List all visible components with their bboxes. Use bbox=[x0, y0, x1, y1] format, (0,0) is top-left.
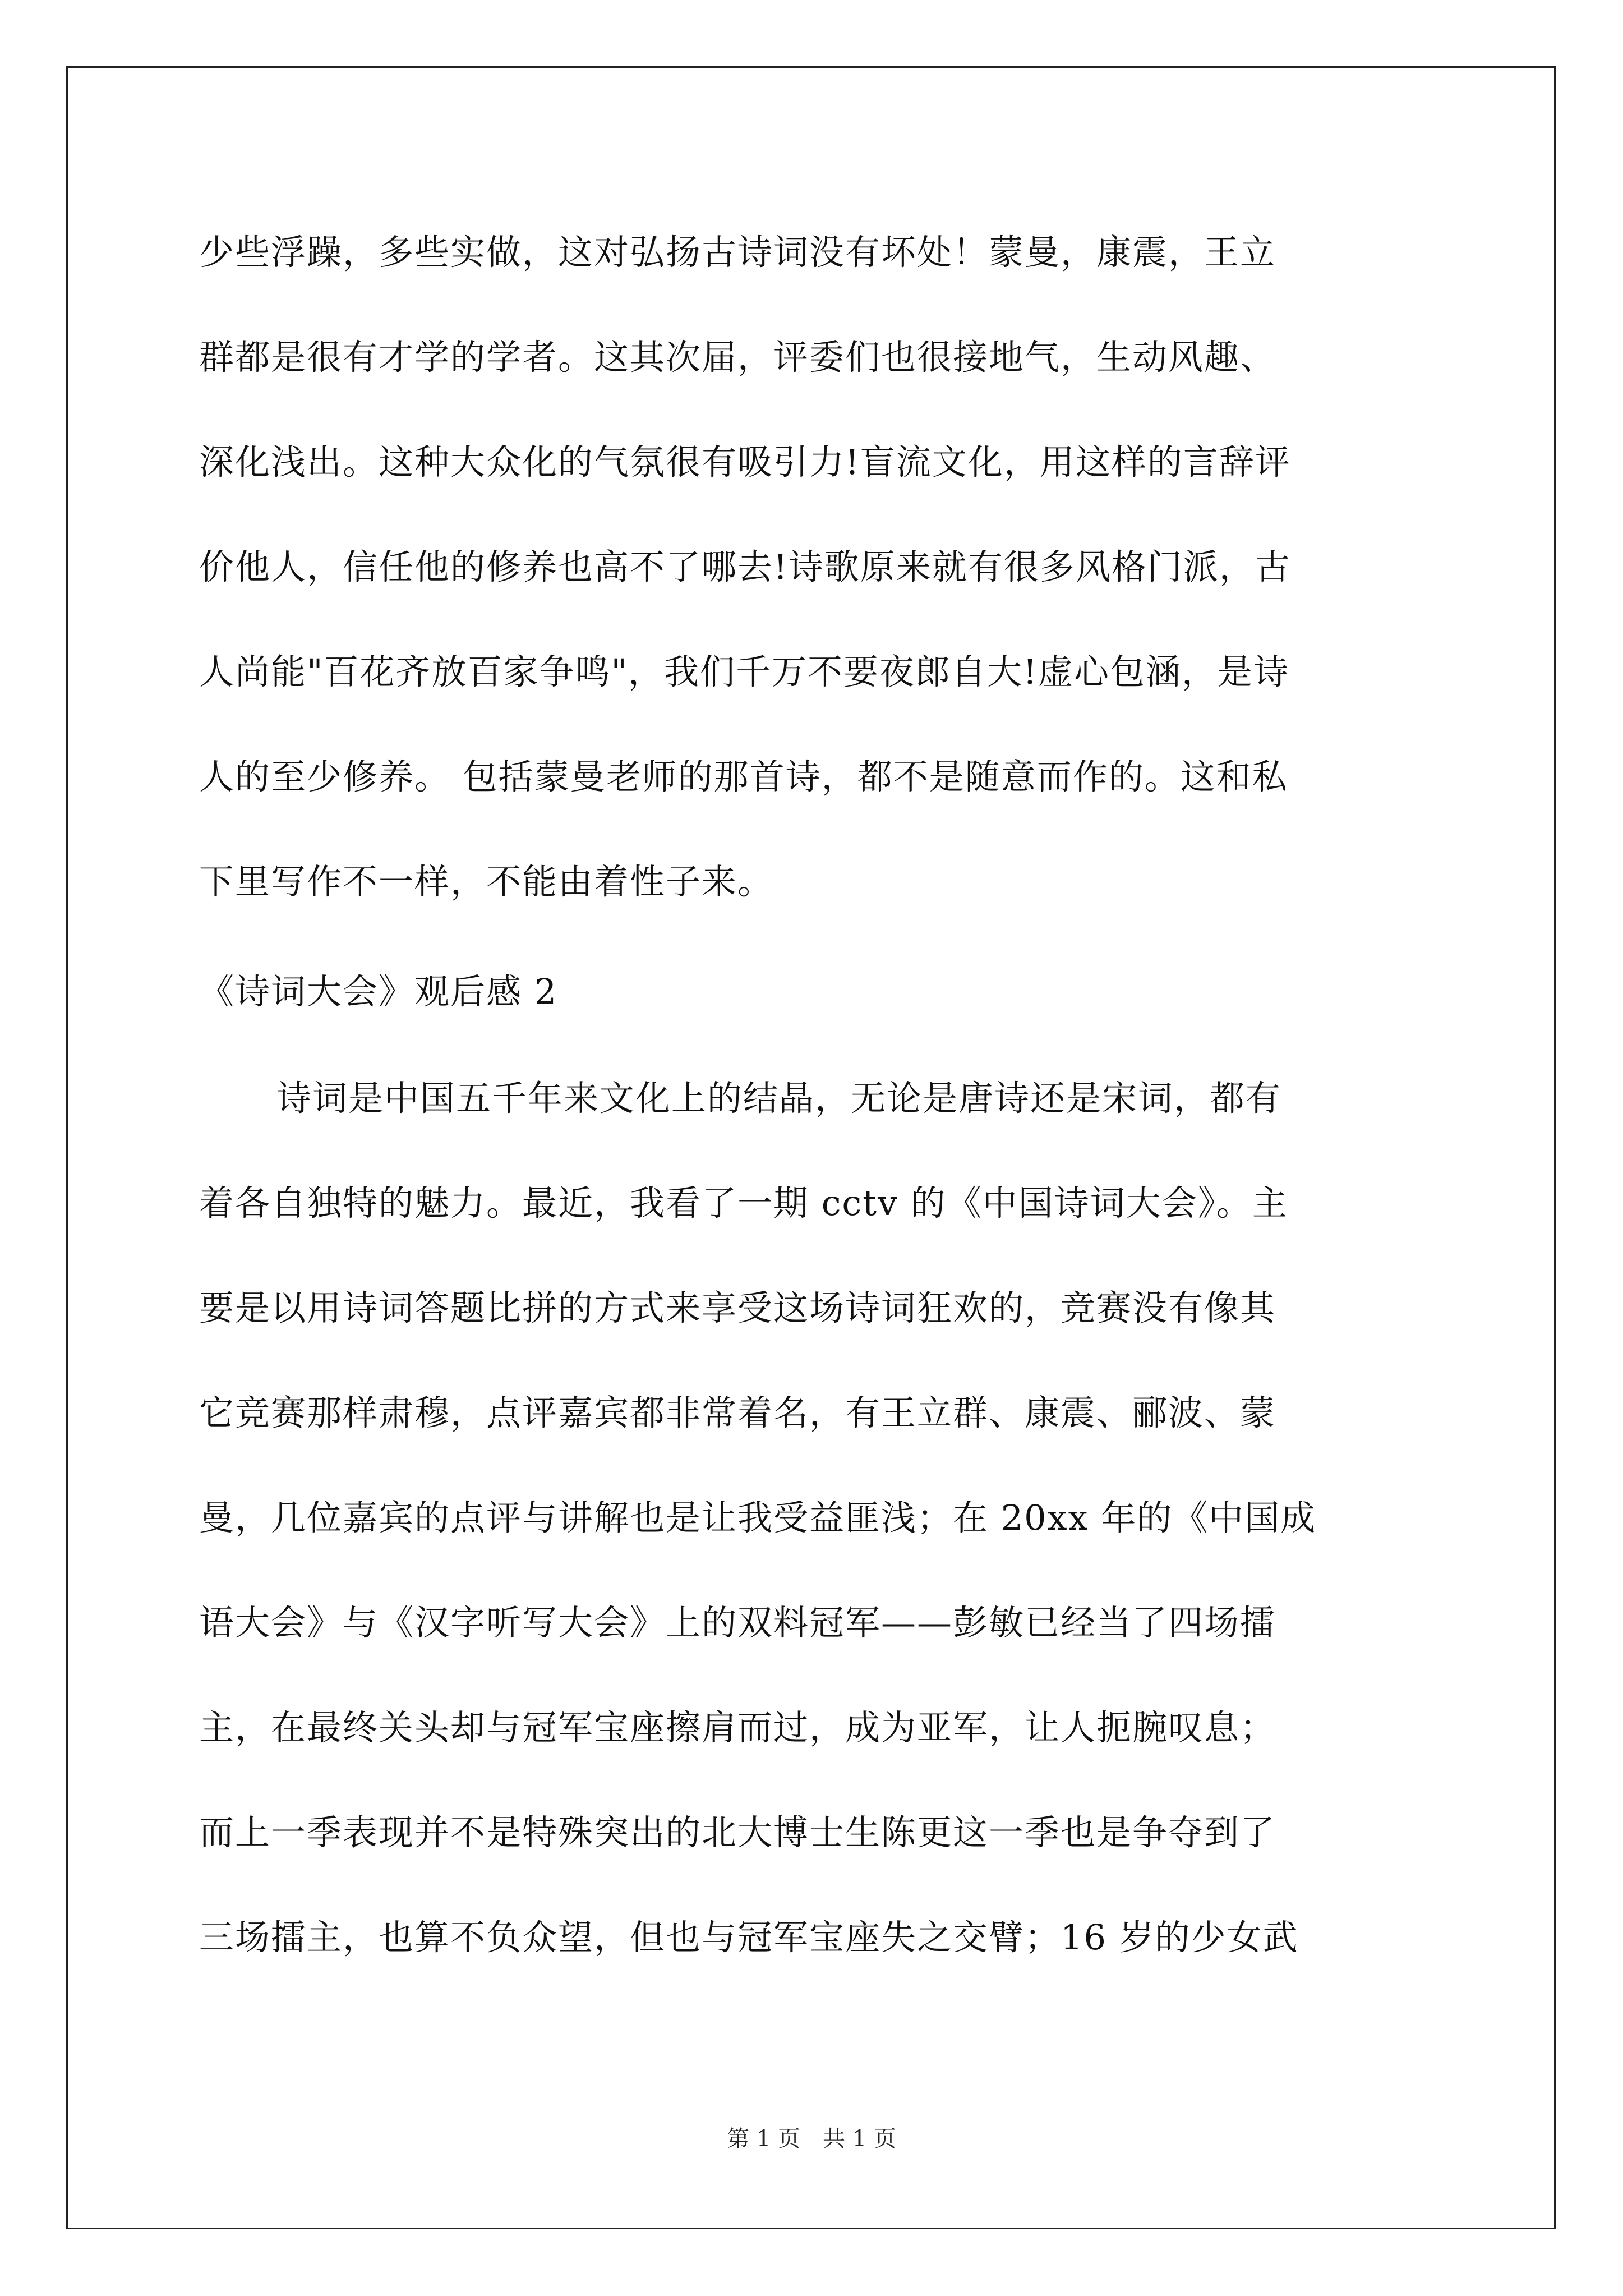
paragraph-line: 要是以用诗词答题比拼的方式来享受这场诗词狂欢的，竞赛没有像其 bbox=[199, 1287, 1276, 1328]
paragraph-line: 语大会》与《汉字听写大会》上的双料冠军——彭敏已经当了四场擂 bbox=[199, 1602, 1276, 1643]
paragraph-line: 诗词是中国五千年来文化上的结晶，无论是唐诗还是宋词，都有 bbox=[276, 1078, 1282, 1119]
section-title: 《诗词大会》观后感 2 bbox=[199, 971, 558, 1012]
paragraph-line: 人尚能"百花齐放百家争鸣"，我们千万不要夜郎自大!虚心包涵，是诗 bbox=[199, 651, 1289, 692]
page-footer: 第 1 页 共 1 页 bbox=[727, 2126, 896, 2152]
paragraph-line: 主，在最终关头却与冠军宝座擦肩而过，成为亚军，让人扼腕叹息； bbox=[199, 1707, 1276, 1748]
paragraph-line: 而上一季表现并不是特殊突出的北大博士生陈更这一季也是争夺到了 bbox=[199, 1812, 1276, 1853]
paragraph-line: 价他人，信任他的修养也高不了哪去!诗歌原来就有很多风格门派，古 bbox=[199, 546, 1291, 587]
paragraph-line: 三场擂主，也算不负众望，但也与冠军宝座失之交臂；16 岁的少女武 bbox=[199, 1917, 1299, 1958]
paragraph-line: 人的至少修养。 包括蒙曼老师的那首诗，都不是随意而作的。这和私 bbox=[199, 756, 1288, 797]
paragraph-line: 群都是很有才学的学者。这其次届，评委们也很接地气，生动风趣、 bbox=[199, 337, 1276, 378]
paragraph-line: 曼，几位嘉宾的点评与讲解也是让我受益匪浅；在 20xx 年的《中国成 bbox=[199, 1497, 1317, 1538]
paragraph-line: 少些浮躁，多些实做，这对弘扬古诗词没有坏处！蒙曼，康震，王立 bbox=[199, 232, 1276, 273]
paragraph-line: 它竞赛那样肃穆，点评嘉宾都非常着名，有王立群、康震、郦波、蒙 bbox=[199, 1392, 1276, 1433]
paragraph-line: 深化浅出。这种大众化的气氛很有吸引力!盲流文化，用这样的言辞评 bbox=[199, 441, 1291, 482]
page-border bbox=[66, 66, 1556, 2229]
paragraph-line: 下里写作不一样，不能由着性子来。 bbox=[199, 861, 774, 902]
paragraph-line: 着各自独特的魅力。最近，我看了一期 cctv 的《中国诗词大会》。主 bbox=[199, 1182, 1288, 1223]
